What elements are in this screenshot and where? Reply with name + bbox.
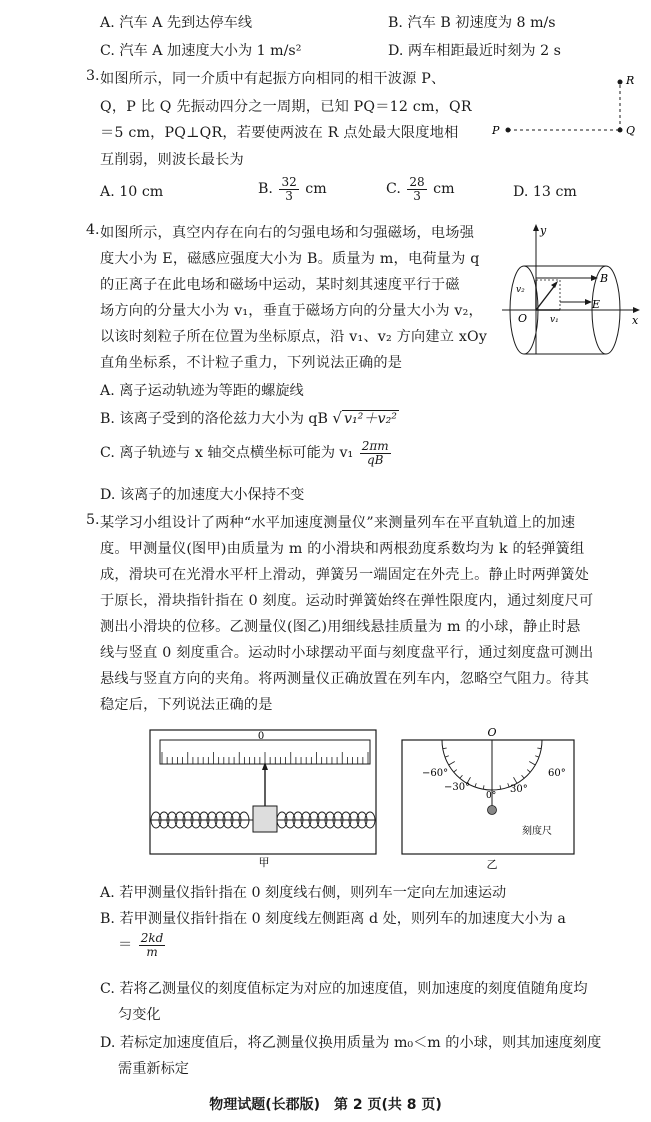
- q2-option-b: B. 汽车 B 初速度为 8 m/s: [388, 15, 556, 31]
- arc-tick: [443, 748, 447, 749]
- q5-line-8: 稳定后，下列说法正确的是: [100, 697, 273, 713]
- q3-option-d: D. 13 cm: [513, 184, 577, 200]
- page-footer: 物理试题(长郡版) 第 2 页(共 8 页): [209, 1097, 442, 1113]
- label-e: E: [592, 298, 601, 311]
- arc-tick: [514, 777, 518, 783]
- q4-option-b: B. 该离子受到的洛伦兹力大小为 qB √ v₁²＋v₂²: [100, 409, 397, 427]
- label-y: y: [540, 224, 547, 237]
- q3-line-4: 互削弱，则波长最长为: [100, 152, 244, 168]
- q5-option-d-line1: D. 若标定加速度值后，将乙测量仪换用质量为 m₀＜m 的小球，则其加速度刻度: [100, 1035, 602, 1051]
- arc-tick: [500, 785, 501, 789]
- q3-option-c: C. $\frac{28}{3}$ cm: [386, 175, 455, 203]
- figure-yi: [398, 726, 584, 872]
- label-x: x: [632, 314, 639, 327]
- q4-line-6: 直角坐标系，不计粒子重力，下列说法正确的是: [100, 355, 403, 371]
- q5-option-a: A. 若甲测量仪指针指在 0 刻度线右侧，则列车一定向左加速运动: [100, 885, 507, 901]
- jia-caption: 甲: [258, 856, 270, 868]
- q3-number: 3.: [86, 68, 100, 84]
- q2-option-a: A. 汽车 A 先到达停车线: [100, 15, 253, 31]
- q4-figure: [498, 222, 644, 360]
- q5-line-3: 成，滑块可在光滑水平杆上滑动，弹簧另一端固定在外壳上。静止时两弹簧处: [100, 567, 590, 583]
- jia-zero-label: 0: [257, 731, 265, 742]
- point-p: [506, 128, 511, 133]
- arc-tick: [508, 783, 509, 787]
- label-q: Q: [626, 124, 636, 137]
- label-v1: v₁: [550, 315, 559, 325]
- q5-option-c-line2: 匀变化: [118, 1007, 161, 1023]
- q5-option-c-line1: C. 若将乙测量仪的刻度值标定为对应的加速度值，则加速度的刻度值随角度均: [100, 981, 588, 997]
- yi-ball: [488, 806, 497, 815]
- q3-figure: [488, 70, 638, 142]
- arc-tick: [529, 762, 535, 766]
- arc-tick: [454, 770, 457, 773]
- q5-option-b-line1: B. 若甲测量仪指针指在 0 刻度线左侧距离 d 处，则列车的加速度大小为 a: [100, 911, 566, 927]
- q4-line-1: 如图所示，真空内存在向右的匀强电场和匀强磁场，电场强: [100, 225, 475, 241]
- q4-line-3: 的正离子在此电场和磁场中运动，某时刻其速度平行于磁: [100, 277, 460, 293]
- yi-label-neg60: −60°: [422, 768, 449, 779]
- yi-label-pos60: 60°: [548, 768, 566, 779]
- q5-line-4: 于原长，滑块指针指在 0 刻度。运动时弹簧始终在弹性限度内，通过刻度尺可: [100, 593, 594, 609]
- label-r: R: [626, 74, 635, 87]
- q5-option-d-line2: 需重新标定: [118, 1061, 189, 1077]
- arc-tick: [483, 785, 484, 789]
- q5-line-5: 测出小滑块的位移。乙测量仪(图乙)用细线悬挂质量为 m 的小球，静止时悬: [100, 619, 581, 635]
- label-b: B: [600, 272, 609, 285]
- arc-tick: [535, 756, 539, 757]
- q5-line-6: 线与竖直 0 刻度重合。运动时小球摆动平面与刻度盘平行，通过刻度盘可测出: [100, 645, 594, 661]
- yi-caption: 乙: [486, 858, 498, 871]
- v-resultant-arrow: [536, 284, 556, 310]
- arc-tick: [537, 748, 541, 749]
- q4-number: 4.: [86, 222, 100, 238]
- arc-tick: [460, 775, 463, 778]
- q3-option-b: B. $\frac{32}{3}$ cm: [258, 175, 327, 203]
- figure-jia: [148, 726, 380, 868]
- q5-option-b-line2: ＝ $\frac{2kd}{m}$: [118, 931, 164, 959]
- q4-option-d: D. 该离子的加速度大小保持不变: [100, 487, 305, 503]
- point-q: [618, 128, 623, 133]
- arc-tick: [445, 756, 449, 757]
- yi-label-neg30: −30°: [444, 782, 471, 793]
- q3-line-2: Q，P 比 Q 先振动四分之一周期，已知 PQ＝12 cm，QR: [100, 99, 472, 115]
- label-o: O: [518, 312, 528, 325]
- yi-label-pos30: 30°: [510, 784, 528, 795]
- q2-option-c: C. 汽车 A 加速度大小为 1 m/s²: [100, 43, 302, 59]
- q4-line-4: 场方向的分量大小为 v₁，垂直于磁场方向的分量大小为 v₂，: [100, 303, 483, 319]
- arc-tick: [475, 783, 476, 787]
- q3-line-3: ＝5 cm，PQ⊥QR，若要使两波在 R 点处最大限度地相: [100, 125, 459, 141]
- jia-case: [150, 730, 376, 854]
- point-r: [618, 80, 623, 85]
- q5-line-2: 度。甲测量仪(图甲)由质量为 m 的小滑块和两根劲度系数均为 k 的轻弹簧组: [100, 541, 585, 557]
- q5-line-1: 某学习小组设计了两种“水平加速度测量仪”来测量列车在平直轨道上的加速: [100, 515, 576, 531]
- q4-line-5: 以该时刻粒子所在位置为坐标原点，沿 v₁、v₂ 方向建立 xOy: [100, 329, 488, 345]
- q3-line-1: 如图所示，同一介质中有起振方向相同的相干波源 P、: [100, 71, 446, 87]
- yi-label-zero: 0°: [486, 791, 497, 801]
- arc-tick: [522, 775, 525, 778]
- q2-option-d: D. 两车相距最近时刻为 2 s: [388, 43, 561, 59]
- label-v2: v₂: [516, 285, 525, 295]
- jia-slider: [253, 806, 277, 832]
- q4-option-a: A. 离子运动轨迹为等距的螺旋线: [100, 383, 304, 399]
- q4-option-c: C. 离子轨迹与 x 轴交点横坐标可能为 v₁ $\frac{2\pi m}{qB}$: [100, 439, 389, 467]
- q3-option-a: A. 10 cm: [100, 184, 164, 200]
- yi-label-o: O: [487, 726, 497, 739]
- yi-scale-label: 刻度尺: [522, 826, 552, 837]
- q5-number: 5.: [86, 512, 100, 528]
- q5-line-7: 悬线与竖直方向的夹角。将两测量仪正确放置在列车内，忽略空气阻力。待其: [100, 671, 590, 687]
- q4-line-2: 度大小为 E，磁感应强度大小为 B。质量为 m，电荷量为 q: [100, 251, 480, 267]
- arc-tick: [449, 762, 455, 766]
- label-p: P: [492, 124, 500, 137]
- arc-tick: [527, 770, 530, 773]
